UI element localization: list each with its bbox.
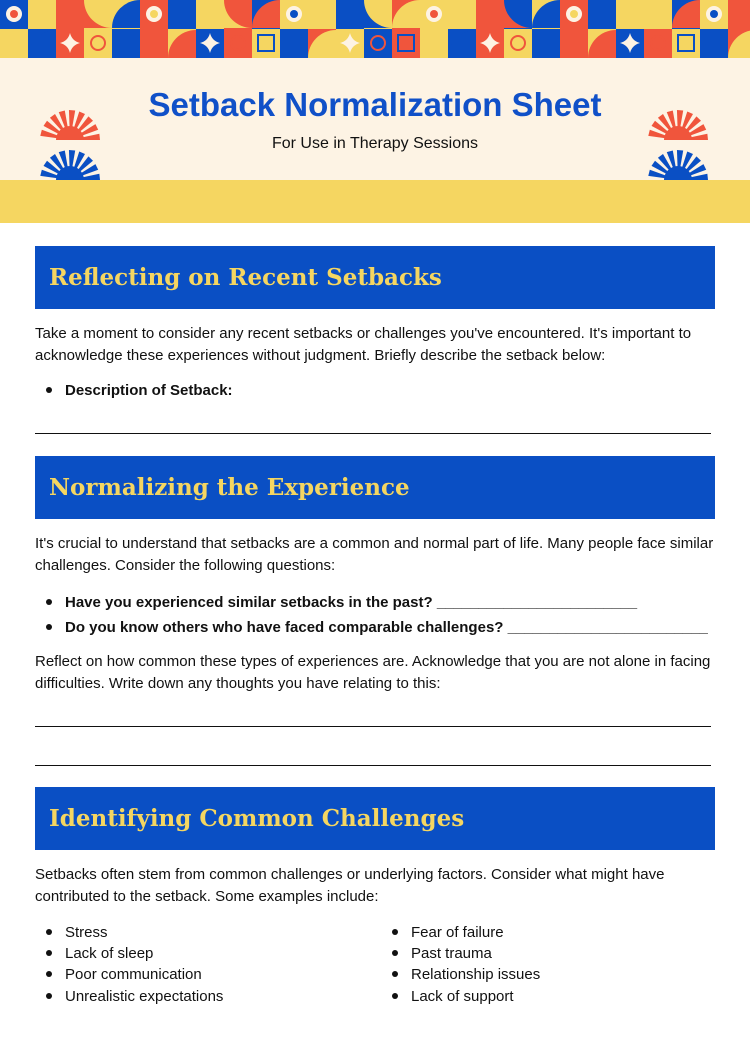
challenge-label: Past trauma (411, 945, 492, 962)
challenge-item (46, 922, 108, 943)
section-heading-challenges: Identifying Common Challenges (35, 787, 715, 850)
challenge-item (46, 943, 153, 964)
section-intro-normalizing: It's crucial to understand that setbacks are a common and normal part of life. Many people face similar challenges. Consider the following questions: (35, 535, 714, 574)
page-title: Setback Normalization Sheet (148, 86, 602, 123)
writing-line (35, 765, 711, 766)
challenge-label: Unrealistic expectations (65, 988, 224, 1005)
reflection-text: Reflect on how common these types of experiences are. Acknowledge that you are not alone in facing difficulties. Write down any thoughts you have relating to this: (35, 653, 711, 692)
challenge-item (392, 986, 514, 1007)
challenge-item (392, 922, 504, 943)
geometric-pattern-graphic (0, 0, 750, 58)
page-subtitle: For Use in Therapy Sessions (271, 135, 478, 152)
decorative-pattern-band (0, 0, 750, 58)
challenge-item (46, 986, 223, 1007)
sunburst-right-icon (646, 108, 710, 180)
challenge-label: Lack of sleep (65, 945, 154, 962)
bullet-label: Have you experienced similar setbacks in the past? ________________________ (65, 594, 638, 611)
section-heading-reflecting: Reflecting on Recent Setbacks (35, 246, 715, 309)
challenge-label: Stress (65, 924, 108, 941)
bullet-question-similar-setbacks (46, 592, 637, 613)
bullet-label: Description of Setback: (65, 382, 233, 399)
section-intro-challenges: Setbacks often stem from common challenges or underlying factors. Consider what might have contributed to the setback. Some examples include: (35, 866, 665, 905)
section-heading-normalizing: Normalizing the Experience (35, 456, 715, 519)
challenge-item (392, 943, 492, 964)
bullet-label: Do you know others who have faced comparable challenges? ________________________ (65, 619, 708, 636)
writing-line (35, 433, 711, 434)
challenge-label: Lack of support (411, 988, 514, 1005)
page-header (0, 58, 750, 180)
section-intro-reflecting: Take a moment to consider any recent setbacks or challenges you've encountered. It's important to acknowledge these experiences without judgment. Briefly describe the setback below: (35, 325, 692, 364)
bullet-description-of-setback (46, 380, 233, 401)
challenge-label: Poor communication (65, 966, 202, 983)
writing-line (35, 726, 711, 727)
header-yellow-band (0, 180, 750, 223)
bullet-question-others-challenges (46, 617, 708, 638)
challenge-item (392, 964, 540, 985)
challenge-label: Relationship issues (411, 966, 541, 983)
challenge-label: Fear of failure (411, 924, 504, 941)
challenge-item (46, 964, 202, 985)
